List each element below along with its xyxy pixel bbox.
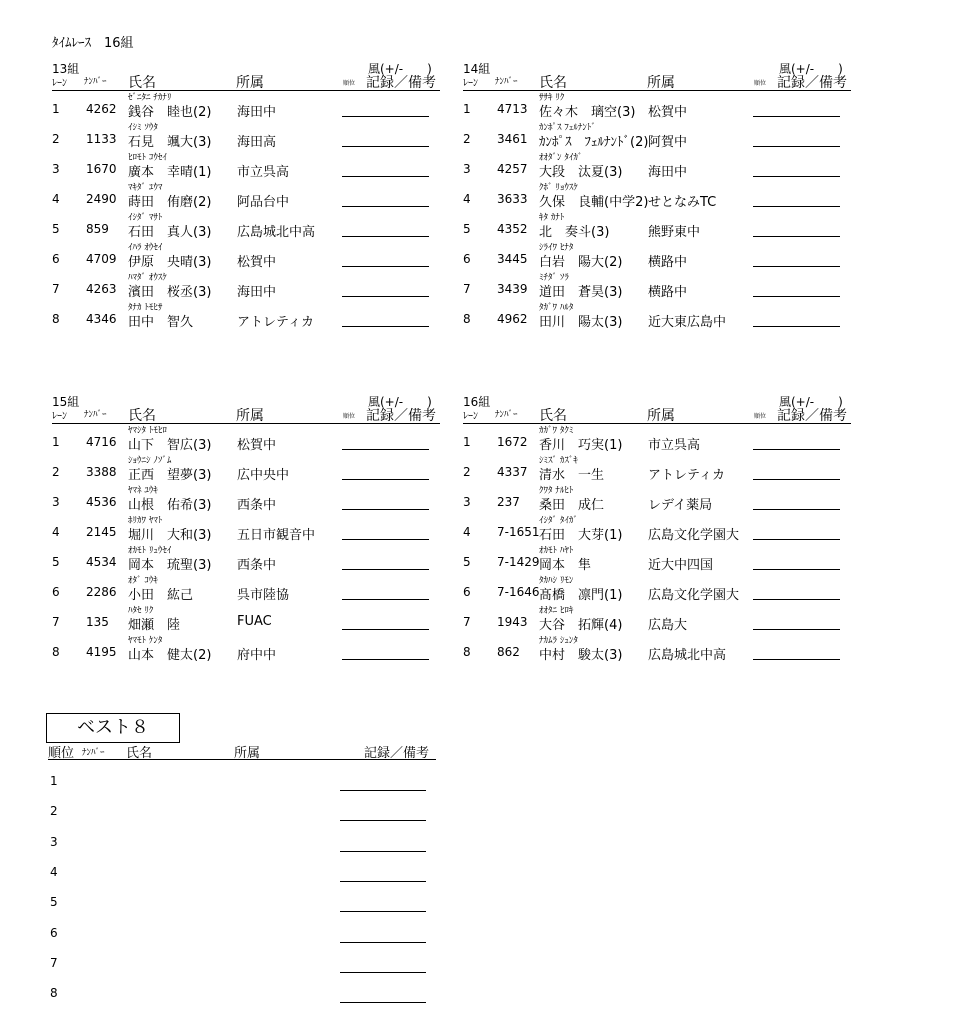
- record-header: 記録／備考: [777, 75, 847, 91]
- athlete-kana: ﾏｷﾀﾞ ﾕｳﾏ: [128, 183, 163, 193]
- record-blank-line: [753, 569, 840, 570]
- best8-rank: 7: [50, 955, 58, 970]
- lane-number: 3: [52, 495, 60, 509]
- affiliation-header: 所属: [236, 75, 264, 91]
- athlete-affiliation: 阿賀中: [648, 135, 688, 150]
- record-blank-line: [753, 539, 840, 540]
- bib-number: 3439: [497, 282, 528, 296]
- lane-number: 8: [52, 645, 60, 659]
- athlete-name: 中村 駿太(3): [539, 648, 623, 663]
- bib-number: 1133: [86, 132, 117, 146]
- page-title: ﾀｲﾑﾚｰｽ 16組: [52, 36, 134, 51]
- number-header: ﾅﾝﾊﾞｰ: [82, 748, 105, 758]
- record-blank-line: [753, 266, 840, 267]
- table-row: [463, 210, 851, 240]
- best8-row: [48, 833, 436, 863]
- athlete-affiliation: 近大東広島中: [648, 315, 727, 330]
- name-header: 氏名: [126, 746, 153, 761]
- athlete-affiliation: 松賀中: [237, 255, 277, 270]
- best8-row: [48, 802, 436, 832]
- table-row: [52, 210, 440, 240]
- athlete-kana: ｲｼﾐ ｿｳﾀ: [128, 123, 158, 133]
- column-header: [463, 405, 851, 424]
- athlete-affiliation: 西条中: [237, 498, 277, 513]
- record-blank-line: [342, 539, 429, 540]
- lane-number: 3: [463, 162, 471, 176]
- affiliation-header: 所属: [236, 408, 264, 424]
- table-row: [463, 513, 851, 543]
- athlete-name: 山根 佑希(3): [128, 498, 212, 513]
- best8-row: [48, 863, 436, 893]
- lane-number: 7: [52, 615, 60, 629]
- table-row: [52, 633, 440, 663]
- table-row: [463, 603, 851, 633]
- name-header: 氏名: [128, 408, 156, 424]
- affiliation-header: 所属: [647, 75, 675, 91]
- athlete-name: 清水 一生: [539, 468, 605, 483]
- athlete-kana: ﾔﾏｼﾀ ﾄﾓﾋﾛ: [128, 426, 167, 436]
- bib-number: 859: [86, 222, 109, 236]
- record-blank-line: [340, 911, 426, 912]
- athlete-affiliation: 松賀中: [237, 438, 277, 453]
- athlete-name: 石見 颯大(3): [128, 135, 212, 150]
- athlete-name: 道田 蒼昊(3): [539, 285, 623, 300]
- bib-number: 4352: [497, 222, 528, 236]
- athlete-name: ｶﾝﾎﾟｽ ﾌｪﾙﾅﾝﾄﾞ(2): [539, 135, 649, 150]
- bib-number: 7-1646: [497, 585, 540, 599]
- table-row: [52, 423, 440, 453]
- athlete-affiliation: 横路中: [648, 255, 688, 270]
- record-blank-line: [342, 296, 429, 297]
- athlete-kana: ｶﾝﾎﾟｽ ﾌｪﾙﾅﾝﾄﾞ: [539, 123, 596, 133]
- athlete-name: 山下 智広(3): [128, 438, 212, 453]
- athlete-affiliation: 広島文化学園大: [648, 588, 740, 603]
- athlete-name: 佐々木 璃空(3): [539, 105, 636, 120]
- best8-rank: 4: [50, 864, 58, 879]
- table-row: [52, 150, 440, 180]
- table-row: [52, 453, 440, 483]
- rank-header: 順位: [343, 413, 356, 420]
- lane-header: ﾚｰﾝ: [52, 411, 67, 422]
- rank-header: 順位: [754, 80, 767, 87]
- number-header: ﾅﾝﾊﾞｰ: [84, 410, 107, 420]
- table-row: [52, 573, 440, 603]
- athlete-kana: ｼﾗｲﾜ ﾋﾅﾀ: [539, 243, 574, 253]
- name-header: 氏名: [539, 75, 567, 91]
- athlete-name: 大谷 拓輝(4): [539, 618, 623, 633]
- athlete-affiliation: 海田中: [237, 105, 277, 120]
- athlete-name: 石田 真人(3): [128, 225, 212, 240]
- record-header: 記録／備考: [366, 408, 436, 424]
- affiliation-header: 所属: [234, 746, 261, 761]
- athlete-affiliation: 五日市観音中: [237, 528, 316, 543]
- record-blank-line: [753, 659, 840, 660]
- athlete-affiliation: アトレティカ: [648, 468, 725, 483]
- athlete-name: 岡本 琉聖(3): [128, 558, 212, 573]
- bib-number: 1672: [497, 435, 528, 449]
- table-row: [463, 633, 851, 663]
- record-blank-line: [342, 599, 429, 600]
- athlete-kana: ｵｵﾀﾞﾝ ﾀｲｶﾞ: [539, 153, 583, 163]
- athlete-affiliation: 市立呉高: [648, 438, 701, 453]
- athlete-name: 堀川 大和(3): [128, 528, 212, 543]
- heat-label: 14組: [463, 62, 491, 76]
- table-row: [52, 240, 440, 270]
- bib-number: 3633: [497, 192, 528, 206]
- athlete-kana: ｼﾐｽﾞ ｶｽﾞｷ: [539, 456, 578, 466]
- lane-number: 6: [463, 585, 471, 599]
- record-header: 記録／備考: [364, 746, 430, 761]
- athlete-kana: ｾﾞﾆﾀﾆ ﾁｶﾅﾘ: [128, 93, 172, 103]
- lane-number: 2: [52, 465, 60, 479]
- athlete-name: 北 奏斗(3): [539, 225, 610, 240]
- record-blank-line: [340, 881, 426, 882]
- lane-number: 1: [52, 435, 60, 449]
- record-blank-line: [340, 1002, 426, 1003]
- lane-number: 7: [463, 615, 471, 629]
- best8-rank: 8: [50, 986, 58, 1001]
- best8-rank: 3: [50, 834, 58, 849]
- athlete-name: 久保 良輔(中学2): [539, 195, 649, 210]
- record-blank-line: [342, 509, 429, 510]
- bib-number: 3388: [86, 465, 117, 479]
- record-header: 記録／備考: [777, 408, 847, 424]
- athlete-kana: ﾊﾏﾀﾞ ｵｳｽｹ: [128, 273, 167, 283]
- lane-number: 1: [463, 102, 471, 116]
- table-row: [52, 513, 440, 543]
- lane-header: ﾚｰﾝ: [463, 411, 478, 422]
- athlete-name: 畑瀬 陸: [128, 618, 181, 633]
- bib-number: 4716: [86, 435, 117, 449]
- athlete-affiliation: 阿品台中: [237, 195, 290, 210]
- athlete-kana: ﾎﾘｶﾜ ﾔﾏﾄ: [128, 516, 163, 526]
- lane-number: 8: [463, 312, 471, 326]
- athlete-kana: ﾅｶﾑﾗ ｼｭﾝﾀ: [539, 636, 578, 646]
- athlete-name: 正西 望夢(3): [128, 468, 212, 483]
- record-blank-line: [753, 296, 840, 297]
- record-blank-line: [753, 116, 840, 117]
- bib-number: 1670: [86, 162, 117, 176]
- athlete-name: 廣本 幸晴(1): [128, 165, 212, 180]
- record-blank-line: [753, 206, 840, 207]
- best8-header: [48, 741, 436, 760]
- wind-label: 風(+/- ): [779, 395, 843, 409]
- lane-number: 3: [463, 495, 471, 509]
- athlete-affiliation: アトレティカ: [237, 315, 314, 330]
- best8-row: [48, 984, 436, 1014]
- athlete-name: 髙橋 凛門(1): [539, 588, 623, 603]
- bib-number: 3461: [497, 132, 528, 146]
- record-blank-line: [753, 176, 840, 177]
- athlete-kana: ｲｼﾀﾞ ﾏｻﾄ: [128, 213, 163, 223]
- lane-number: 5: [52, 222, 60, 236]
- record-blank-line: [342, 659, 429, 660]
- athlete-affiliation: 広島文化学園大: [648, 528, 740, 543]
- lane-number: 3: [52, 162, 60, 176]
- best8-rank: 2: [50, 804, 58, 819]
- record-blank-line: [340, 790, 426, 791]
- column-header: [463, 72, 851, 91]
- bib-number: 4346: [86, 312, 117, 326]
- lane-number: 6: [463, 252, 471, 266]
- athlete-affiliation: 横路中: [648, 285, 688, 300]
- table-row: [52, 270, 440, 300]
- athlete-name: 白岩 陽大(2): [539, 255, 623, 270]
- record-blank-line: [342, 236, 429, 237]
- lane-number: 2: [52, 132, 60, 146]
- best8-row: [48, 954, 436, 984]
- table-row: [463, 483, 851, 513]
- record-blank-line: [342, 146, 429, 147]
- bib-number: 2286: [86, 585, 117, 599]
- record-blank-line: [340, 942, 426, 943]
- table-row: [463, 543, 851, 573]
- lane-number: 7: [463, 282, 471, 296]
- heat-label: 15組: [52, 395, 80, 409]
- lane-number: 7: [52, 282, 60, 296]
- wind-label: 風(+/- ): [368, 62, 432, 76]
- athlete-name: 香川 巧実(1): [539, 438, 623, 453]
- record-blank-line: [753, 146, 840, 147]
- athlete-kana: ｵﾀﾞ ｺｳｷ: [128, 576, 158, 586]
- column-header: [52, 72, 440, 91]
- athlete-kana: ｷﾀ ｶﾅﾄ: [539, 213, 565, 223]
- table-row: [52, 300, 440, 330]
- record-blank-line: [340, 851, 426, 852]
- record-blank-line: [342, 266, 429, 267]
- best8-rank: 6: [50, 925, 58, 940]
- table-row: [463, 300, 851, 330]
- athlete-affiliation: 西条中: [237, 558, 277, 573]
- bib-number: 4962: [497, 312, 528, 326]
- lane-number: 4: [463, 192, 471, 206]
- rank-header: 順位: [343, 80, 356, 87]
- athlete-affiliation: レデイ薬局: [648, 498, 713, 513]
- athlete-affiliation: 海田中: [237, 285, 277, 300]
- lane-number: 8: [463, 645, 471, 659]
- athlete-name: 山本 健太(2): [128, 648, 212, 663]
- record-blank-line: [342, 206, 429, 207]
- athlete-name: 桑田 成仁: [539, 498, 605, 513]
- wind-label: 風(+/- ): [368, 395, 432, 409]
- athlete-affiliation: 広島城北中高: [237, 225, 316, 240]
- athlete-name: 岡本 隼: [539, 558, 592, 573]
- athlete-affiliation: 海田高: [237, 135, 277, 150]
- wind-label: 風(+/- ): [779, 62, 843, 76]
- bib-number: 237: [497, 495, 520, 509]
- athlete-affiliation: 松賀中: [648, 105, 688, 120]
- athlete-kana: ﾔﾏﾈ ﾕｳｷ: [128, 486, 158, 496]
- athlete-kana: ｶｶﾞﾜ ﾀｸﾐ: [539, 426, 574, 436]
- bib-number: 2490: [86, 192, 117, 206]
- lane-number: 4: [52, 192, 60, 206]
- record-blank-line: [340, 972, 426, 973]
- best8-rank: 5: [50, 895, 58, 910]
- bib-number: 4195: [86, 645, 117, 659]
- table-row: [463, 423, 851, 453]
- best8-rank: 1: [50, 774, 58, 788]
- bib-number: 4263: [86, 282, 117, 296]
- athlete-kana: ﾀｶﾊｼ ﾘﾓﾝ: [539, 576, 574, 586]
- bib-number: 862: [497, 645, 520, 659]
- table-row: [463, 150, 851, 180]
- record-blank-line: [753, 629, 840, 630]
- athlete-name: 濱田 桜丞(3): [128, 285, 212, 300]
- lane-number: 4: [463, 525, 471, 539]
- lane-number: 5: [463, 222, 471, 236]
- table-row: [52, 603, 440, 633]
- athlete-kana: ｲｼﾀﾞ ﾀｲｶﾞ: [539, 516, 578, 526]
- heat-label: 13組: [52, 62, 80, 76]
- athlete-affiliation: 広中央中: [237, 468, 290, 483]
- table-row: [463, 270, 851, 300]
- column-header: [52, 405, 440, 424]
- athlete-affiliation: 広島城北中高: [648, 648, 727, 663]
- bib-number: 4257: [497, 162, 528, 176]
- bib-number: 4709: [86, 252, 117, 266]
- athlete-name: 銭谷 睦也(2): [128, 105, 212, 120]
- record-blank-line: [753, 599, 840, 600]
- athlete-name: 伊原 央晴(3): [128, 255, 212, 270]
- athlete-kana: ﾀﾅｶ ﾄﾓﾋｻ: [128, 303, 163, 313]
- athlete-affiliation: FUAC: [237, 614, 272, 629]
- athlete-affiliation: 熊野東中: [648, 225, 701, 240]
- best8-row: [48, 772, 436, 802]
- athlete-kana: ﾊﾀｾ ﾘｸ: [128, 606, 154, 616]
- athlete-affiliation: せとなみTC: [648, 195, 717, 210]
- heat-label: 16組: [463, 395, 491, 409]
- athlete-kana: ｲﾊﾗ ｵｳｾｲ: [128, 243, 163, 253]
- lane-header: ﾚｰﾝ: [463, 78, 478, 89]
- lane-number: 5: [463, 555, 471, 569]
- lane-number: 4: [52, 525, 60, 539]
- lane-number: 1: [463, 435, 471, 449]
- rank-header: 順位: [754, 413, 767, 420]
- bib-number: 7-1429: [497, 555, 540, 569]
- name-header: 氏名: [128, 75, 156, 91]
- athlete-affiliation: 呉市陸協: [237, 588, 290, 603]
- table-row: [52, 543, 440, 573]
- table-row: [52, 90, 440, 120]
- lane-number: 2: [463, 465, 471, 479]
- rank-header: 順位: [48, 746, 75, 761]
- athlete-kana: ｻｻｷ ﾘｸ: [539, 93, 565, 103]
- table-row: [52, 483, 440, 513]
- best8-row: [48, 893, 436, 923]
- athlete-kana: ｼｮｳﾆｼ ﾉｿﾞﾑ: [128, 456, 172, 466]
- athlete-affiliation: 海田中: [648, 165, 688, 180]
- athlete-affiliation: 近大中四国: [648, 558, 714, 573]
- bib-number: 4337: [497, 465, 528, 479]
- athlete-kana: ｸﾎﾞ ﾘｮｳｽｹ: [539, 183, 578, 193]
- record-blank-line: [342, 569, 429, 570]
- lane-header: ﾚｰﾝ: [52, 78, 67, 89]
- table-row: [463, 120, 851, 150]
- athlete-kana: ｸﾜﾀ ﾅﾙﾋﾄ: [539, 486, 574, 496]
- best8-title: ベスト８: [46, 713, 180, 743]
- athlete-kana: ｵｶﾓﾄ ﾊﾔﾄ: [539, 546, 574, 556]
- record-header: 記録／備考: [366, 75, 436, 91]
- lane-number: 1: [52, 102, 60, 116]
- record-blank-line: [342, 629, 429, 630]
- table-row: [463, 180, 851, 210]
- lane-number: 2: [463, 132, 471, 146]
- bib-number: 2145: [86, 525, 117, 539]
- number-header: ﾅﾝﾊﾞｰ: [84, 77, 107, 87]
- table-row: [463, 90, 851, 120]
- athlete-name: 田川 陽太(3): [539, 315, 623, 330]
- athlete-kana: ﾐﾁﾀﾞ ｿﾗ: [539, 273, 569, 283]
- athlete-affiliation: 市立呉高: [237, 165, 290, 180]
- athlete-kana: ｵｶﾓﾄ ﾘｭｳｾｲ: [128, 546, 172, 556]
- lane-number: 5: [52, 555, 60, 569]
- bib-number: 4534: [86, 555, 117, 569]
- athlete-affiliation: 広島大: [648, 618, 688, 633]
- record-blank-line: [753, 326, 840, 327]
- record-blank-line: [753, 449, 840, 450]
- record-blank-line: [342, 449, 429, 450]
- bib-number: 4536: [86, 495, 117, 509]
- number-header: ﾅﾝﾊﾞｰ: [495, 410, 518, 420]
- name-header: 氏名: [539, 408, 567, 424]
- table-row: [463, 573, 851, 603]
- athlete-kana: ﾔﾏﾓﾄ ｹﾝﾀ: [128, 636, 163, 646]
- table-row: [52, 120, 440, 150]
- record-blank-line: [342, 326, 429, 327]
- lane-number: 8: [52, 312, 60, 326]
- record-blank-line: [342, 116, 429, 117]
- number-header: ﾅﾝﾊﾞｰ: [495, 77, 518, 87]
- lane-number: 6: [52, 585, 60, 599]
- athlete-kana: ﾋﾛﾓﾄ ｺｳｾｲ: [128, 153, 167, 163]
- athlete-name: 蒔田 侑磨(2): [128, 195, 212, 210]
- table-row: [52, 180, 440, 210]
- bib-number: 135: [86, 615, 109, 629]
- record-blank-line: [753, 236, 840, 237]
- record-blank-line: [753, 479, 840, 480]
- record-blank-line: [340, 820, 426, 821]
- athlete-kana: ﾀｶﾞﾜ ﾊﾙﾀ: [539, 303, 574, 313]
- bib-number: 7-1651: [497, 525, 540, 539]
- athlete-kana: ｵｵﾀﾆ ﾋﾛｷ: [539, 606, 574, 616]
- bib-number: 4713: [497, 102, 528, 116]
- table-row: [463, 240, 851, 270]
- record-blank-line: [342, 176, 429, 177]
- bib-number: 1943: [497, 615, 528, 629]
- lane-number: 6: [52, 252, 60, 266]
- bib-number: 3445: [497, 252, 528, 266]
- best8-row: [48, 924, 436, 954]
- record-blank-line: [753, 509, 840, 510]
- athlete-affiliation: 府中中: [237, 648, 277, 663]
- athlete-name: 石田 大芽(1): [539, 528, 623, 543]
- table-row: [463, 453, 851, 483]
- athlete-name: 大段 汰夏(3): [539, 165, 623, 180]
- athlete-name: 田中 智久: [128, 315, 194, 330]
- affiliation-header: 所属: [647, 408, 675, 424]
- bib-number: 4262: [86, 102, 117, 116]
- athlete-name: 小田 紘己: [128, 588, 194, 603]
- record-blank-line: [342, 479, 429, 480]
